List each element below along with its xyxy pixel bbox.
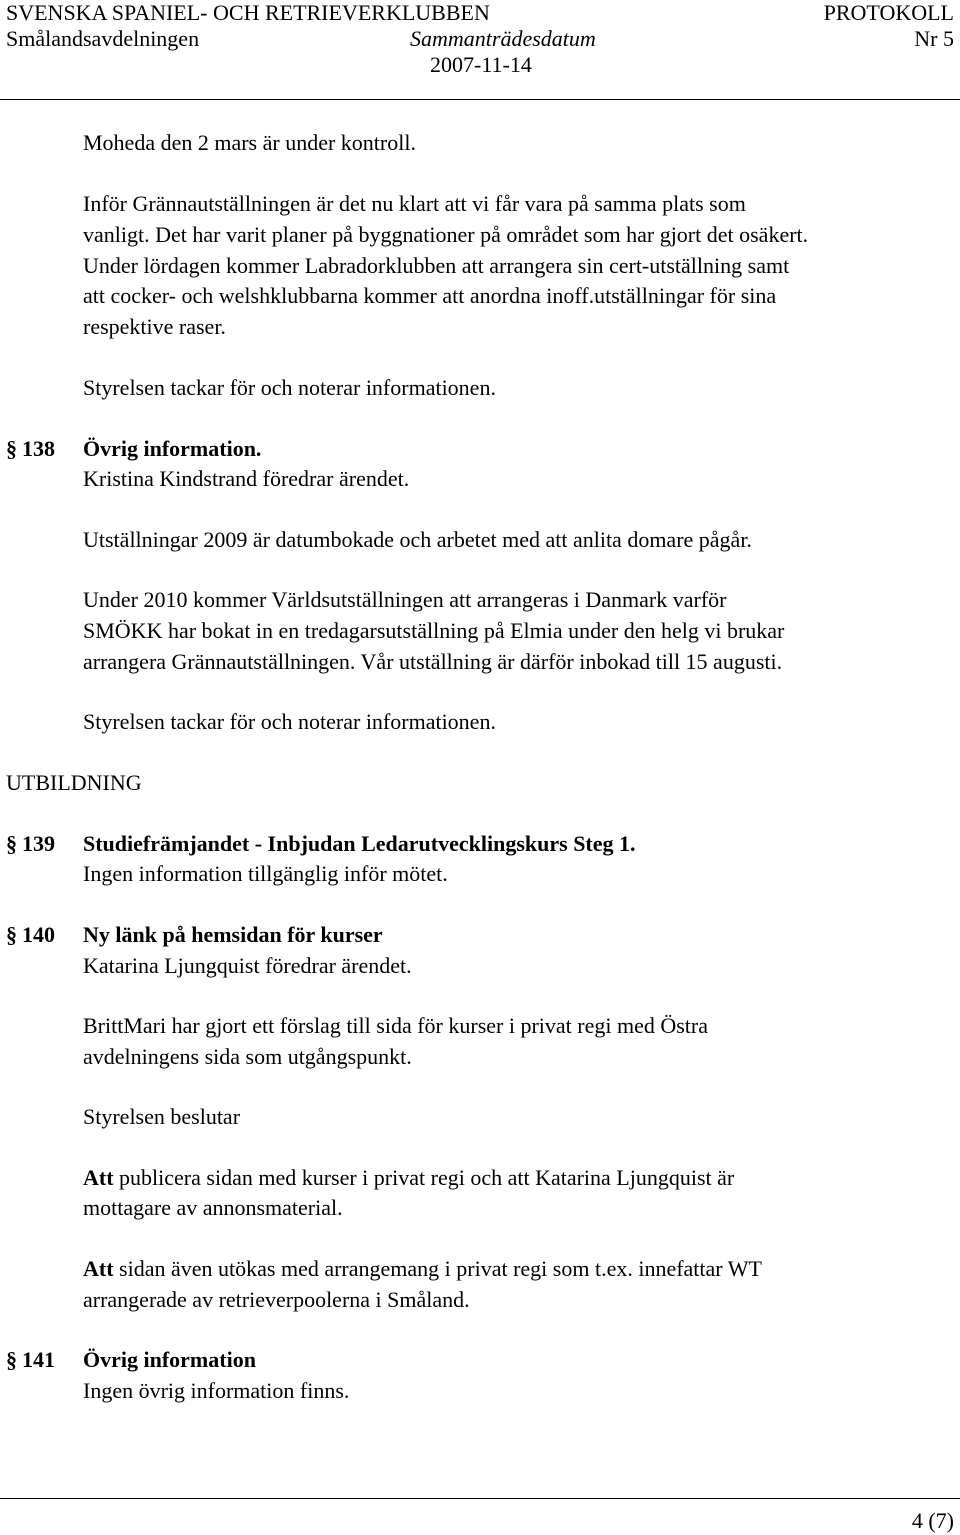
- section-number: 138: [22, 436, 55, 461]
- section-heading: UTBILDNING: [6, 770, 142, 795]
- section-sign: §: [6, 922, 17, 947]
- paragraph-line: vanligt. Det har varit planer på byggnationer på området som har gjort det osäkert.: [83, 222, 809, 247]
- protocol-number: Nr 5: [914, 26, 954, 51]
- paragraph-line: respektive raser.: [83, 314, 226, 339]
- decision-line: [83, 1258, 762, 1280]
- decision-text: sidan även utökas med arrangemang i privat regi som t.ex. innefattar WT: [113, 1256, 762, 1281]
- paragraph-line: Inför Grännautställningen är det nu klart att vi får vara på samma plats som: [83, 191, 746, 216]
- document-type: PROTOKOLL: [823, 0, 954, 25]
- decision-keyword: Att: [83, 1256, 114, 1281]
- paragraph-line: arrangera Grännautställningen. Vår utställning är därför inbokad till 15 augusti.: [83, 649, 783, 674]
- presenter-line: Kristina Kindstrand föredrar ärendet.: [83, 466, 410, 491]
- division-name: Smålandsavdelningen: [6, 26, 200, 51]
- footer-rule: [0, 1498, 960, 1499]
- section-number: 140: [22, 922, 55, 947]
- decision-text: publicera sidan med kurser i privat regi och att Katarina Ljungquist är: [113, 1165, 735, 1190]
- paragraph-line: Under 2010 kommer Världsutställningen att arrangeras i Danmark varför: [83, 587, 727, 612]
- decision-line: mottagare av annonsmaterial.: [83, 1195, 343, 1220]
- paragraph-line: avdelningens sida som utgångspunkt.: [83, 1044, 412, 1069]
- presenter-line: Katarina Ljungquist föredrar ärendet.: [83, 953, 412, 978]
- paragraph: Styrelsen tackar för och noterar informationen.: [83, 709, 496, 734]
- section-title: Studiefrämjandet - Inbjudan Ledarutvecklingskurs Steg 1.: [83, 831, 636, 856]
- meeting-date: 2007-11-14: [430, 52, 532, 77]
- paragraph: Moheda den 2 mars är under kontroll.: [83, 130, 416, 155]
- section-title: Övrig information.: [83, 436, 262, 461]
- section-number: 139: [22, 831, 55, 856]
- section-sign: §: [6, 436, 17, 461]
- section-sign: §: [6, 1347, 17, 1372]
- meeting-date-label: Sammanträdesdatum: [410, 26, 596, 51]
- section-title: Ny länk på hemsidan för kurser: [83, 922, 383, 947]
- paragraph-line: att cocker- och welshklubbarna kommer att anordna inoff.utställningar för sina: [83, 283, 777, 308]
- decision-line: [83, 1167, 734, 1189]
- section-sign: §: [6, 831, 17, 856]
- paragraph: Utställningar 2009 är datumbokade och arbetet med att anlita domare pågår.: [83, 527, 752, 552]
- club-name: SVENSKA SPANIEL- OCH RETRIEVERKLUBBEN: [6, 0, 490, 25]
- paragraph: Ingen övrig information finns.: [83, 1378, 350, 1403]
- section-number: 141: [22, 1347, 55, 1372]
- paragraph: Styrelsen tackar för och noterar informationen.: [83, 375, 496, 400]
- header-rule: [0, 99, 960, 100]
- paragraph-line: Under lördagen kommer Labradorklubben att arrangera sin cert-utställning samt: [83, 253, 790, 278]
- paragraph-line: SMÖKK har bokat in en tredagarsutställning på Elmia under den helg vi brukar: [83, 618, 785, 643]
- decision-line: arrangerade av retrieverpoolerna i Småland.: [83, 1287, 470, 1312]
- paragraph-line: BrittMari har gjort ett förslag till sida för kurser i privat regi med Östra: [83, 1013, 709, 1038]
- decision-keyword: Att: [83, 1165, 114, 1190]
- paragraph: Styrelsen beslutar: [83, 1104, 241, 1129]
- paragraph: Ingen information tillgänglig inför mötet.: [83, 861, 448, 886]
- section-title: Övrig information: [83, 1347, 256, 1372]
- page-number: 4 (7): [911, 1508, 954, 1533]
